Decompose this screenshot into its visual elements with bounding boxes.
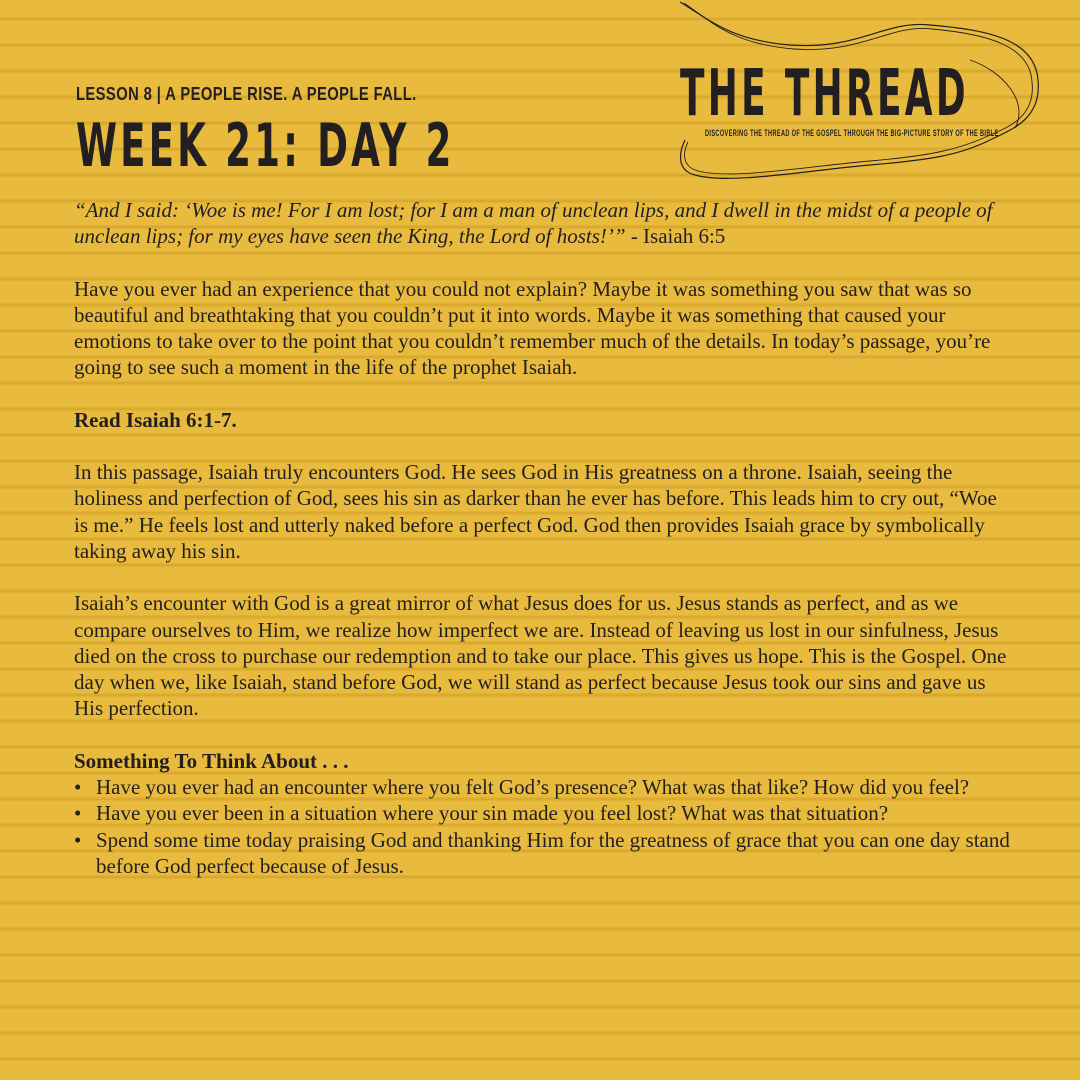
week-day-title: WEEK 21: DAY 2 [76, 111, 455, 181]
bullet-icon: • [74, 801, 82, 826]
thread-logo-tagline: DISCOVERING THE THREAD OF THE GOSPEL THROUGH THE BIG-PICTURE STORY OF THE BIBLE [705, 128, 999, 138]
mirror-paragraph: Isaiah’s encounter with God is a great mirror of what Jesus does for us. Jesus stands as perfect, and as we compare ourselves to Him, we realize how imperfect we are. Instead of leaving us lost in our sinfulness, Jesus died on the cross to purchase our redemption and to take our place. This gives us hope. This is the Gospel. One day when we, like Isaiah, stand before God, we will stand as perfect because Jesus took our sins and gave us His perfection. [74, 591, 1007, 721]
passage-paragraph: In this passage, Isaiah truly encounters God. He sees God in His greatness on a throne. Isaiah, seeing the holiness and perfection of God, sees his sin as darker than he ever has before. This leads him to cry out, “Woe is me.” He feels lost and utterly naked before a perfect God. God then provides Isaiah grace by symbolically taking away his sin. [74, 460, 997, 563]
reflection-question: Have you ever been in a situation where your sin made you feel lost? What was that situation? [96, 801, 889, 826]
bullet-icon: • [74, 827, 82, 852]
quote-text: “And I said: ‘Woe is me! For I am lost; for I am a man of unclean lips, and I dwell in the midst of a people of unclean lips; for my eyes have seen the King, the Lord of hosts!’” [74, 198, 993, 249]
reflection-list [74, 774, 1014, 879]
reflection-heading: Something To Think About . . . [74, 748, 349, 773]
reading-instruction: Read Isaiah 6:1-7. [74, 407, 237, 432]
reflection-question: Have you ever had an encounter where you felt God’s presence? What was that like? How did you feel? [96, 775, 970, 800]
thread-logo-title: THE THREAD [680, 57, 970, 131]
list-item [74, 827, 1014, 880]
lesson-subtitle: LESSON 8 | A PEOPLE RISE. A PEOPLE FALL. [76, 84, 417, 104]
devotional-body [74, 197, 1014, 879]
list-item [74, 800, 1014, 826]
quote-reference: - Isaiah 6:5 [625, 224, 726, 249]
reflection-question: Spend some time today praising God and thanking Him for the greatness of grace that you can one day stand before God perfect because of Jesus. [96, 827, 1010, 878]
list-item [74, 774, 1014, 800]
intro-paragraph: Have you ever had an experience that you could not explain? Maybe it was something you saw that was so beautiful and breathtaking that you couldn’t put it into words. Maybe it was something that caused your emotions to take over to the point that you couldn’t remember much of the details. In today’s passage, you’re going to see such a moment in the life of the prophet Isaiah. [74, 276, 991, 380]
bullet-icon: • [74, 775, 82, 800]
scripture-quote [74, 197, 1014, 250]
